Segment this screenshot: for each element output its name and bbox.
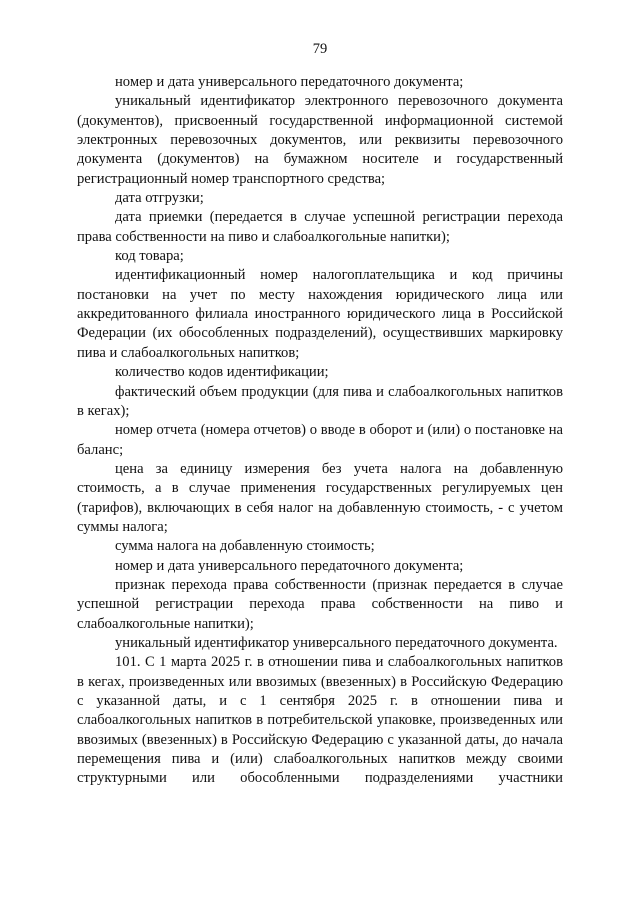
- paragraph-upd-unique-id: уникальный идентификатор универсального передаточного документа.: [115, 634, 558, 651]
- paragraph-upd-number-date-repeat: номер и дата универсального передаточного документа;: [115, 557, 464, 574]
- paragraph-report-number: номер отчета (номера отчетов) о вводе в оборот и (или) о постановке на баланс;: [77, 422, 563, 458]
- paragraph-upd-number-date: номер и дата универсального передаточного документа;: [115, 74, 464, 90]
- paragraph-vat-amount: сумма налога на добавленную стоимость;: [115, 538, 375, 555]
- paragraph-code-count: количество кодов идентификации;: [115, 364, 329, 381]
- paragraph-transport-document-id: уникальный идентификатор электронного перевозочного документа (документов), присвоенный государственной информационной системой электронных перевозочных документов, или реквизиты перевозочного документа (документов) на бумажном носителе и государственный регистрационный номер транспортного средства;: [77, 93, 563, 187]
- paragraph-actual-volume: фактический объем продукции (для пива и слабоалкогольных напитков в кегах);: [77, 383, 563, 419]
- document-body: [77, 73, 563, 789]
- paragraph-ownership-transfer-flag: признак перехода права собственности (признак передается в случае успешной регистрации перехода права собственности на пиво и слабоалкогольные напитки);: [77, 576, 563, 632]
- paragraph-product-code: код товара;: [115, 248, 184, 265]
- paragraph-inn-kpp: идентификационный номер налогоплательщика и код причины постановки на учет по месту нахождения юридического лица или аккредитованного филиала иностранного юридического лица в Российской Федерации (их обособленных подразделений), осуществивших маркировку пива и слабоалкогольных напитков;: [77, 267, 563, 361]
- paragraph-shipment-date: дата отгрузки;: [115, 190, 204, 207]
- paragraph-acceptance-date: дата приемки (передается в случае успешной регистрации перехода права собственности на пиво и слабоалкогольные напитки);: [77, 209, 563, 245]
- paragraph-clause-101: 101. С 1 марта 2025 г. в отношении пива и слабоалкогольных напитков в кегах, произведенных или ввозимых (ввезенных) в Российскую Федерацию с указанной даты, и с 1 сентября 2025 г. в отношении пива и слабоалкогольных напитков в потребительской упаковке, произведенных или ввозимых (ввезенных) в Российскую Федерацию с указанной даты, до начала перемещения пива и (или) слабоалкогольных напитков между своими структурными или обособленными подразделениями участники: [77, 654, 563, 787]
- page-number: 79: [312, 41, 328, 57]
- paragraph-unit-price: цена за единицу измерения без учета налога на добавленную стоимость, а в случае применения государственных регулируемых цен (тарифов), включающих в себя налог на добавленную стоимость, - с учетом суммы налога;: [77, 460, 563, 535]
